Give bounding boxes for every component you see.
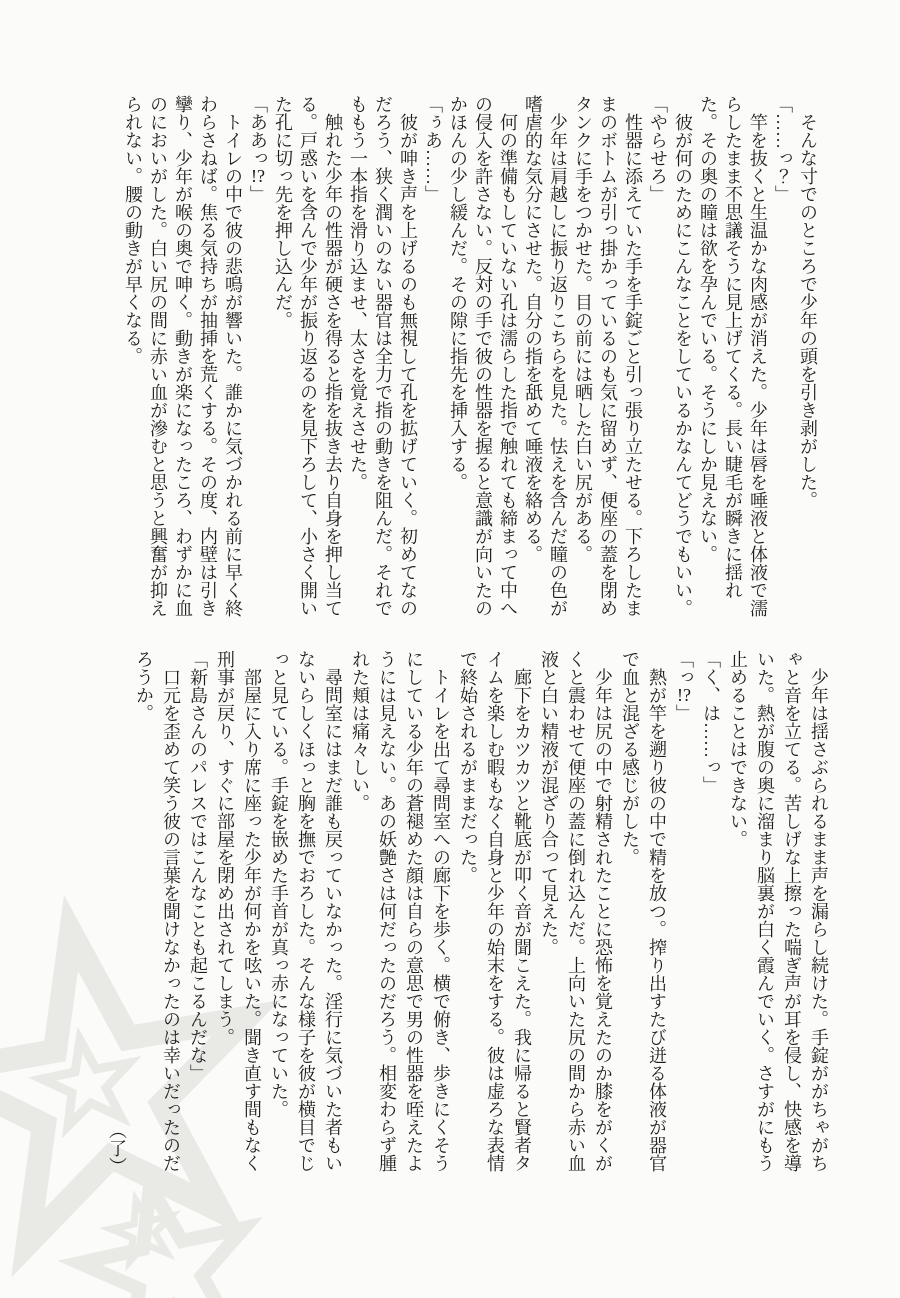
paragraph: トイレを出て尋問室への廊下を歩く。横で俯き、歩きにくそうにしている少年の蒼褪めた顔は自らの意思で男の性器を咥えたようには見えない。あの妖艶さは何だったのだろう。相変わらず腫れた頬は痛々しい。 — [350, 650, 451, 1172]
paragraph: 少年は揺さぶられるまま声を漏らし続けた。手錠ががちゃがちゃと音を立てる。苦しげな上擦った喘ぎ声が耳を侵し、快感を導いた。熱が腹の奥に溜まり脳裏が白く霞んでいく。さすがにもう止めることはできない。 — [728, 650, 829, 1172]
dialogue-line: 「……っ？」 — [773, 95, 793, 203]
paragraph: 何の準備もしていない孔は濡らした指で触れても締まって中への侵入を許さない。反対の手で彼の性器を握ると意識が向いたのかほんの少し緩んだ。その隙に指先を挿入する。 — [448, 95, 518, 617]
paragraph: 廊下をカツカツと靴底が叩く音が聞こえた。我に帰ると賢者タイムを楽しむ暇もなく自身と少年の始末をする。彼は虚ろな表情で終始されるがままだった。 — [458, 650, 532, 1172]
paragraph: 熱が竿を遡り彼の中で精を放つ。搾り出すたび迸る体液が器官で血と混ざる感じがした。 — [620, 650, 667, 1172]
paragraph: 触れた少年の性器が硬さを得ると指を抜き去り自身を押し当てる。戸惑いを含んで少年が振り返るのを見下ろして、小さく開いた孔に切っ先を押し込んだ。 — [273, 95, 343, 617]
exclamation-question-mark: !? — [251, 167, 265, 185]
paragraph: 彼が何のためにこんなことをしているかなんてどうでもいい。 — [673, 113, 693, 617]
paragraph: トイレの中で彼の悲鳴が響いた。誰かに気づかれる前に早く終わらさねば。焦る気持ちが抽挿を荒くする。その度、内壁は引き攣り、少年が喉の奥で呻く。動きが楽になったころ、わずかに血のにおいがした。白い尻の間に赤い血が滲むと思うと興奮が抑えられない。腰の動きが早くなる。 — [123, 95, 243, 617]
paragraph: そんな寸でのところで少年の頭を引き剥がした。 — [798, 113, 818, 509]
paragraph: 少年は尻の中で射精されたことに恐怖を覚えたのか膝をがくがくと震わせて便座の蓋に倒れ込んだ。上向いた尻の間から赤い血液と白い精液が混ざり合って見えた。 — [539, 650, 613, 1172]
paragraph: 尋問室にはまだ誰も戻っていなかった。淫行に気づいた者もいないらしくほっと胸を撫でおろした。そんな様子を彼が横目でじっと見ている。手錠を嵌めた手首が真っ赤になっていた。 — [269, 650, 343, 1172]
paragraph: 口元を歪めて笑う彼の言葉を聞けなかったのは幸いだったのだろうか。 — [134, 650, 181, 1172]
dialogue-line: 「く、は……っ」 — [701, 650, 721, 794]
paragraph: 少年は肩越しに振り返りこちらを見た。怯えを含んだ瞳の色が嗜虐的な気分にさせた。自分の指を舐めて唾液を絡める。 — [523, 95, 568, 617]
paragraph: 性器に添えていた手を手錠ごと引っ張り立たせる。下ろしたままのボトムが引っ掛かっているのも気に留めず、便座の蓋を閉めタンクに手をつかせた。目の前には晒した白い尻がある。 — [573, 95, 643, 617]
paragraph: 彼が呻き声を上げるのも無視して孔を拡げていく。初めてなのだろう、狭く潤いのない器官は全力で指の動きを阻んだ。それでももう一本指を滑り込ませ、太さを覚えさせた。 — [348, 95, 418, 617]
dialogue-line: 「っ!?」 — [674, 650, 694, 722]
text-block-bottom — [103, 650, 832, 1175]
paragraph: 竿を抜くと生温かな肉感が消えた。少年は唇を唾液と体液で濡らしたまま不思議そうに見上げてくる。長い睫毛が瞬きに揺れた。その奥の瞳は欲を孕んでいる。そうにしか見えない。 — [698, 95, 768, 617]
dialogue-line: 「やらせろ」 — [648, 95, 668, 203]
star-small-inner-icon — [111, 1201, 171, 1261]
text-block-top — [120, 95, 820, 620]
dialogue-line: 「新島さんのパレスではこんなことも起こるんだな」 — [188, 650, 208, 1082]
dialogue-line: 「ああっ!?」 — [248, 95, 268, 203]
paragraph: 部屋に入り席に座った少年が何かを呟いた。聞き直す間もなく刑事が戻り、すぐに部屋を閉め出されてしまう。 — [215, 650, 262, 1172]
dialogue-line: 「ぅあ……」 — [423, 95, 443, 203]
star-small-outline-icon — [80, 1186, 244, 1298]
exclamation-question-mark: !? — [677, 686, 691, 704]
end-mark: （了） — [107, 1121, 127, 1175]
